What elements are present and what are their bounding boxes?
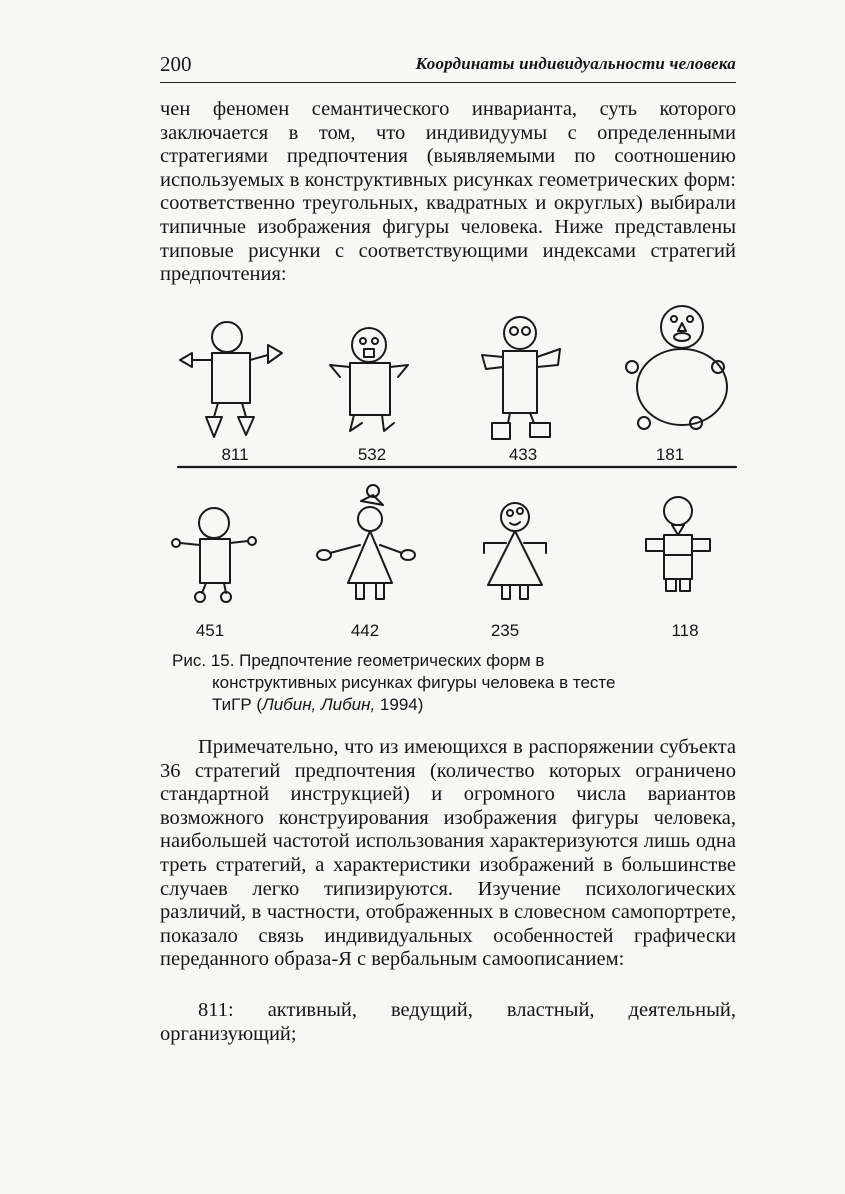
paragraph-intro: чен феномен семантического инварианта, суть которого заключается в том, что индивидуумы с определенными стратегиями предпочтения (выявляемыми по соотношению используемых в конструктивных рисунках геометрических форм: соответственно треугольных, квадратных и округлых) выбирали типичные изображения фигуры человека. Ниже представлены типовые рисунки с соответствующими индексами стратегий предпочтения: [160, 98, 736, 286]
caption-line-3 [172, 694, 732, 716]
caption-authors: Либин, Либин, [262, 695, 376, 714]
caption-line-2: конструктивных рисунках фигуры человека в тесте [212, 673, 616, 692]
drawing-235 [484, 503, 546, 599]
paragraph-main: Примечательно, что из имеющихся в распоряжении субъекта 36 стратегий предпочтения (количество которых ограничено стандартной инструкцией) и огромного числа вариантов возможного конструирования изображения фигуры человека, наибольшей частотой использования характеризуются лишь одна треть стратегий, а характеристики изображений в большинстве случаев легко типизируются. Изучение психологических различий, в частности, отображенных в словесном самопортрете, показало связь индивидуальных особенностей графически переданного образа-Я с вербальным самоописанием: [160, 736, 736, 971]
figure-label-433: 433 [508, 445, 538, 464]
figure-drawings [170, 305, 740, 645]
drawing-181 [626, 306, 727, 429]
paragraph-list-811: 811: активный, ведущий, властный, деятельный, организующий; [160, 999, 736, 1045]
figure-15 [170, 305, 740, 645]
drawing-451 [172, 508, 256, 602]
running-title: Координаты индивидуальности человека [415, 54, 736, 73]
figure-label-442: 442 [350, 621, 380, 640]
figure-label-118: 118 [671, 621, 699, 640]
figure-label-532: 532 [357, 445, 387, 464]
drawing-811 [180, 322, 282, 437]
figure-label-235: 235 [490, 621, 520, 640]
page-header [160, 52, 736, 83]
figure-label-181: 181 [655, 445, 685, 464]
figure-label-451: 451 [195, 621, 225, 640]
figure-label-811: 811 [221, 445, 249, 464]
drawing-118 [646, 497, 710, 591]
drawing-442 [317, 485, 415, 599]
drawing-532 [330, 328, 408, 431]
caption-prefix: ТиГР ( [212, 695, 263, 714]
figure-caption [172, 650, 732, 716]
page-number: 200 [160, 52, 192, 76]
caption-line-1: Рис. 15. Предпочтение геометрических форм в [172, 651, 545, 670]
drawing-433 [482, 317, 560, 439]
caption-suffix: 1994) [375, 695, 424, 714]
